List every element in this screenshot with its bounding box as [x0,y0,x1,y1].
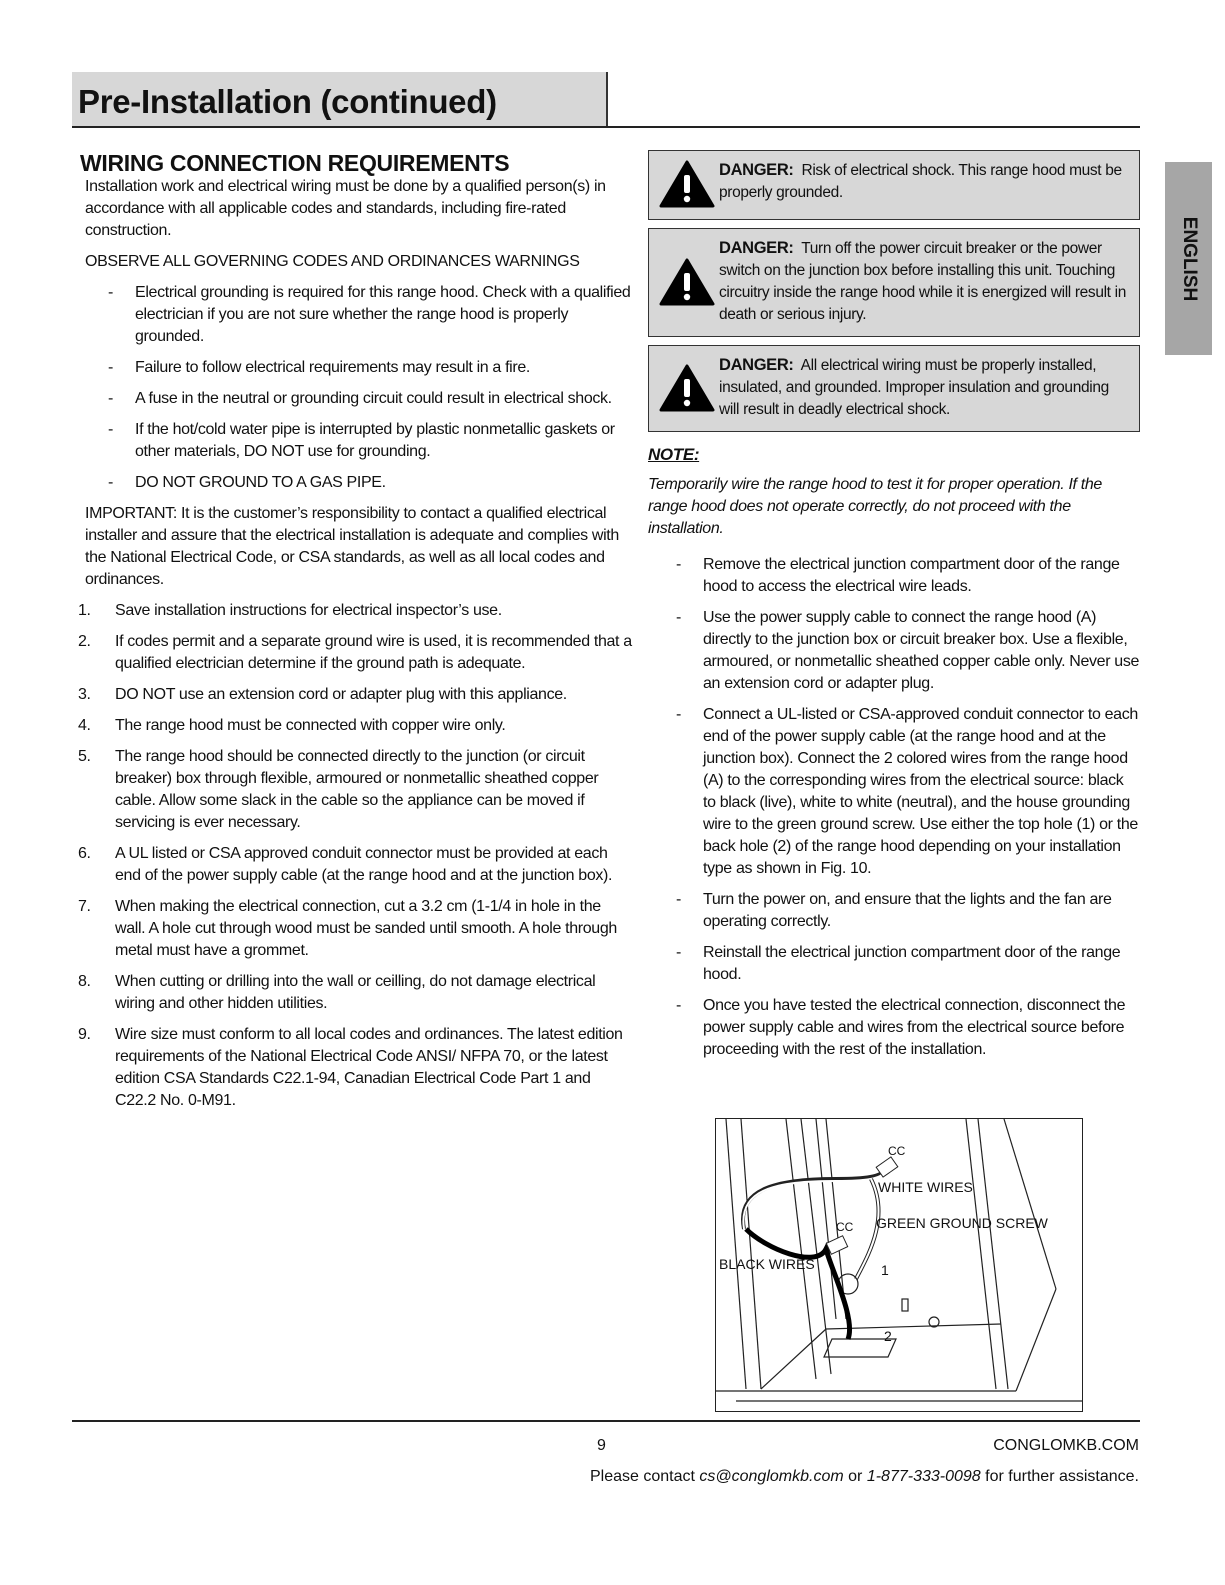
step-number: 3. [78,686,91,703]
website: CONGLOMKB.COM [993,1437,1139,1454]
dash-bullet: - [108,421,113,438]
warning-triangle-icon [659,257,715,307]
warning-text: DO NOT GROUND TO A GAS PIPE. [135,474,386,491]
right-column [648,150,1140,1070]
danger-label: DANGER: [719,161,794,179]
dash-bullet: - [676,997,681,1014]
dash-bullet: - [676,944,681,961]
language-label: ENGLISH [1178,216,1200,301]
language-tab [1165,162,1212,355]
step-item [78,896,633,962]
warning-item [85,388,633,410]
page-header [72,72,608,128]
left-column [78,150,633,1121]
step-text: Wire size must conform to all local codes and ordinances. The latest edition requirements of the National Electrical Code ANSI/ NFPA 70, or the latest edition CSA Standards C22.1-94, Canadian Electrical Code Part 1 and C22.2 No. 0-M91. [115,1026,623,1109]
instruction-item [648,704,1140,880]
contact-prefix: Please contact [589,1468,695,1485]
danger-text: All electrical wiring must be properly installed, insulated, and grounded. Improper insulation and grounding will result in deadly electrical shock. [719,357,1109,418]
danger-text-wrap [719,159,1129,209]
page-title: Pre-Installation (continued) [78,83,497,120]
phone-link[interactable]: 1-877-333-0098 [866,1468,981,1485]
warning-text: Failure to follow electrical requirements may result in a fire. [135,359,530,376]
section-heading: WIRING CONNECTION REQUIREMENTS [80,150,510,176]
instruction-item [648,889,1140,933]
step-item [78,631,633,675]
step-text: If codes permit and a separate ground wire is used, it is recommended that a qualified electrician determine if the ground path is adequate. [115,633,632,672]
step-number: 7. [78,898,91,915]
warning-text: If the hot/cold water pipe is interrupted by plastic nonmetallic gaskets or other materials, DO NOT use for grounding. [135,421,615,460]
dash-bullet: - [108,474,113,491]
instruction-text: Connect a UL-listed or CSA-approved conduit connector to each end of the power supply cable (at the range hood and at the junction box). Connect the 2 colored wires from the range hood (A) to the corresponding wires from the electrical source: black to black (live), white to white (neutral), and the house grounding wire to the green ground screw. Use either the top hole (1) or the back hole (2) of the range hood depending on your installation type as shown in Fig. 10. [703,706,1138,877]
dash-bullet: - [108,284,113,301]
hole-2-label: 2 [884,1328,892,1344]
warning-text: A fuse in the neutral or grounding circuit could result in electrical shock. [135,390,612,407]
warning-triangle-icon [659,159,715,209]
warning-text: Electrical grounding is required for this range hood. Check with a qualified electrician if you are not sure whether the range hood is properly grounded. [135,284,631,345]
instruction-text: Once you have tested the electrical connection, disconnect the power supply cable and wires from the electrical source before proceeding with the rest of the installation. [703,997,1126,1058]
danger-text-wrap [719,354,1129,421]
dash-bullet: - [676,706,681,723]
header-rule [72,126,1140,128]
contact-suffix: for further assistance. [985,1468,1139,1485]
warning-icon [655,354,719,421]
instruction-text: Turn the power on, and ensure that the lights and the fan are operating correctly. [703,891,1112,930]
instruction-item [648,607,1140,695]
warning-item [85,419,633,463]
cc-label-top: CC [888,1144,906,1158]
cc-label-mid: CC [836,1220,854,1234]
contact-or: or [848,1468,863,1485]
dash-bullet: - [108,359,113,376]
step-item [78,684,633,706]
dash-bullet: - [676,891,681,908]
step-text: A UL listed or CSA approved conduit connector must be provided at each end of the power supply cable (at the range hood and at the junction box). [115,845,613,884]
observe-text: OBSERVE ALL GOVERNING CODES AND ORDINANCES WARNINGS [85,253,580,270]
instruction-item [648,995,1140,1061]
danger-label: DANGER: [719,356,794,374]
page-number: 9 [597,1437,606,1454]
step-number: 8. [78,973,91,990]
step-number: 2. [78,633,91,650]
step-text: The range hood should be connected directly to the junction (or circuit breaker) box through flexible, armoured or nonmetallic sheathed copper cable. Allow some slack in the cable so the appliance can be moved if servicing is ever necessary. [115,748,599,831]
white-wires-label: WHITE WIRES [878,1179,973,1195]
note-text: Temporarily wire the range hood to test it for proper operation. If the range hood does not operate correctly, do not proceed with the installation. [648,476,1102,537]
dash-bullet: - [108,390,113,407]
important-text: IMPORTANT: It is the customer’s responsibility to contact a qualified electrical installer and assure that the electrical installation is adequate and complies with the National Electrical Code, or CSA standards, as well as all local codes and ordinances. [85,505,619,588]
instruction-item [648,942,1140,986]
dash-bullet: - [676,556,681,573]
warning-item [85,472,633,494]
warning-triangle-icon [659,363,715,413]
step-text: When making the electrical connection, cut a 3.2 cm (1-1/4 in hole in the wall. A hole cut through wood must be sanded until smooth. A hole through metal must have a grommet. [115,898,617,959]
step-number: 6. [78,845,91,862]
step-text: DO NOT use an extension cord or adapter plug with this appliance. [115,686,567,703]
instruction-text: Use the power supply cable to connect the range hood (A) directly to the junction box or circuit breaker box. Use a flexible, armoured, or nonmetallic sheathed copper cable only. Never use an extension cord or adapter plug. [703,609,1140,692]
warning-item [85,282,633,348]
instruction-item [648,554,1140,598]
dash-bullet: - [676,609,681,626]
warning-icon [655,237,719,326]
instruction-text: Reinstall the electrical junction compartment door of the range hood. [703,944,1121,983]
step-text: The range hood must be connected with copper wire only. [115,717,506,734]
danger-box [648,345,1140,432]
wiring-diagram [716,1119,1082,1411]
step-item [78,1024,633,1112]
warning-item [85,357,633,379]
step-item [78,746,633,834]
step-item [78,843,633,887]
step-item [78,715,633,737]
step-number: 4. [78,717,91,734]
footer-rule [72,1420,1140,1422]
danger-box [648,228,1140,337]
step-number: 5. [78,748,91,765]
step-number: 9. [78,1026,91,1043]
contact-line [590,1468,1139,1486]
black-wires-label: BLACK WIRES [719,1256,815,1272]
green-ground-screw-label: GREEN GROUND SCREW [876,1215,1048,1231]
hole-1-label: 1 [881,1262,889,1278]
instruction-text: Remove the electrical junction compartment door of the range hood to access the electrical wire leads. [703,556,1120,595]
step-item [78,600,633,622]
step-text: When cutting or drilling into the wall or ceilling, do not damage electrical wiring and other hidden utilities. [115,973,596,1012]
note-heading: NOTE: [648,445,700,464]
step-number: 1. [78,602,91,619]
wiring-figure [715,1118,1083,1412]
step-item [78,971,633,1015]
danger-box [648,150,1140,220]
danger-text-wrap [719,237,1129,326]
intro-text: Installation work and electrical wiring must be done by a qualified person(s) in accordance with all applicable codes and standards, including fire-rated construction. [85,178,606,239]
danger-label: DANGER: [719,239,794,257]
warning-icon [655,159,719,209]
email-link[interactable]: cs@conglomkb.com [699,1468,844,1485]
danger-text: Risk of electrical shock. This range hood must be properly grounded. [719,162,1122,201]
danger-text: Turn off the power circuit breaker or the power switch on the junction box before installing this unit. Touching circuitry inside the range hood while it is energized will result in death or serious injury. [719,240,1126,323]
step-text: Save installation instructions for electrical inspector’s use. [115,602,502,619]
